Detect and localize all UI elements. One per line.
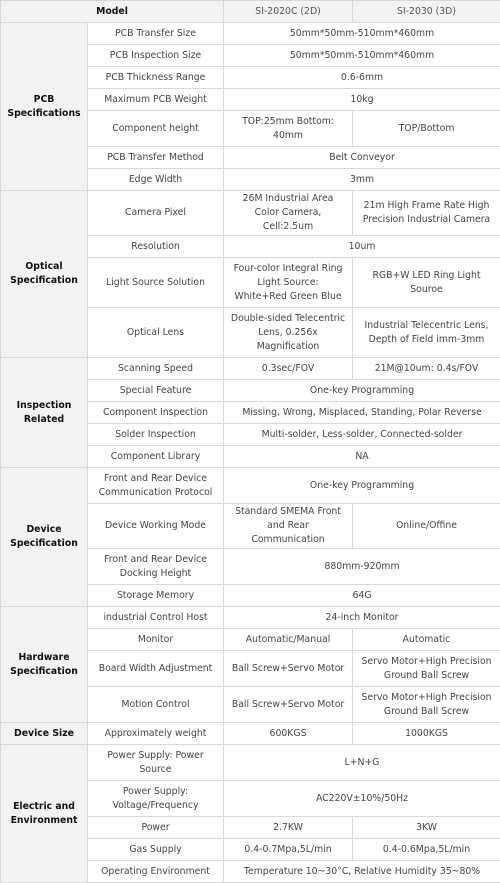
spec-value-si-2030: 21M@10um: 0.4s/FOV	[353, 358, 500, 380]
param-label: PCB Inspection Size	[88, 45, 224, 67]
spec-value-si-2030: TOP/Bottom	[353, 111, 500, 147]
spec-value: Missing, Wrong, Misplaced, Standing, Polar Reverse	[224, 402, 500, 424]
table-row	[1, 745, 500, 781]
param-label: Front and Rear Device Communication Protocol	[88, 468, 224, 504]
spec-value-si-2020c: Ball Screw+Servo Motor	[224, 687, 353, 723]
spec-value: 64G	[224, 585, 500, 607]
spec-value: Temperature 10~30°C, Relative Humidity 35~80%	[224, 861, 500, 883]
spec-value: 24-inch Monitor	[224, 607, 500, 629]
param-label: Edge Width	[88, 169, 224, 191]
param-label: Monitor	[88, 629, 224, 651]
spec-value: 50mm*50mm-510mm*460mm	[224, 23, 500, 45]
param-label: Maximum PCB Weight	[88, 89, 224, 111]
param-label: PCB Thickness Range	[88, 67, 224, 89]
model-col-si-2030: SI-2030 (3D)	[353, 1, 500, 23]
param-label: Special Feature	[88, 380, 224, 402]
category-pcb-specifications: PCB Specifications	[1, 23, 88, 191]
spec-value: Multi-solder, Less-solder, Connected-solder	[224, 424, 500, 446]
spec-value: One-key Programming	[224, 380, 500, 402]
spec-value: 3mm	[224, 169, 500, 191]
spec-value-si-2020c: 600KGS	[224, 723, 353, 745]
spec-value: 50mm*50mm-510mm*460mm	[224, 45, 500, 67]
spec-value-si-2020c: TOP:25mm Bottom: 40mm	[224, 111, 353, 147]
param-label: Approximately weight	[88, 723, 224, 745]
model-header: Model	[1, 1, 224, 23]
spec-value-si-2030: 0.4-0.6Mpa,5L/min	[353, 839, 500, 861]
category-hardware-specification: Hardware Specification	[1, 607, 88, 723]
spec-value-si-2020c: Automatic/Manual	[224, 629, 353, 651]
category-inspection-related: Inspection Related	[1, 358, 88, 468]
param-label: Light Source Solution	[88, 258, 224, 308]
param-label: Front and Rear Device Docking Height	[88, 549, 224, 585]
table-header-row	[1, 1, 500, 23]
spec-value-si-2020c: 26M Industrial Area Color Camera, Cell:2.5um	[224, 191, 353, 236]
spec-value-si-2020c: Standard SMEMA Front and Rear Communication	[224, 504, 353, 549]
param-label: Board Width Adjustment	[88, 651, 224, 687]
param-label: PCB Transfer Size	[88, 23, 224, 45]
table-row	[1, 23, 500, 45]
spec-value-si-2030: 3KW	[353, 817, 500, 839]
spec-value: Belt Conveyor	[224, 147, 500, 169]
spec-value: 10kg	[224, 89, 500, 111]
table-row	[1, 607, 500, 629]
param-label: Power Supply: Power Source	[88, 745, 224, 781]
param-label: Operating Environment	[88, 861, 224, 883]
spec-value: 10um	[224, 236, 500, 258]
param-label: industrial Control Host	[88, 607, 224, 629]
param-label: Solder Inspection	[88, 424, 224, 446]
param-label: Optical Lens	[88, 308, 224, 358]
spec-value-si-2020c: Four-color Integral Ring Light Source: White+Red Green Blue	[224, 258, 353, 308]
spec-value-si-2020c: 2.7KW	[224, 817, 353, 839]
category-device-specification: Device Specification	[1, 468, 88, 607]
spec-value: L+N+G	[224, 745, 500, 781]
spec-value-si-2030: Industrial Telecentric Lens, Depth of Field imm-3mm	[353, 308, 500, 358]
table-row	[1, 191, 500, 236]
spec-value-si-2030: 21m High Frame Rate High Precision Industrial Camera	[353, 191, 500, 236]
category-device-size: Device Size	[1, 723, 88, 745]
param-label: Component height	[88, 111, 224, 147]
spec-value-si-2030: RGB+W LED Ring Light Souroe	[353, 258, 500, 308]
table-row	[1, 358, 500, 380]
param-label: Component Inspection	[88, 402, 224, 424]
spec-value: NA	[224, 446, 500, 468]
spec-value-si-2030: Servo Motor+High Precision Ground Ball Screw	[353, 651, 500, 687]
param-label: Motion Control	[88, 687, 224, 723]
spec-value-si-2020c: Double-sided Telecentric Lens, 0.256x Magnification	[224, 308, 353, 358]
param-label: Resolution	[88, 236, 224, 258]
category-optical-specification: Optical Specification	[1, 191, 88, 358]
param-label: Gas Supply	[88, 839, 224, 861]
spec-value-si-2020c: 0.4-0.7Mpa,5L/min	[224, 839, 353, 861]
param-label: Power	[88, 817, 224, 839]
table-row	[1, 723, 500, 745]
param-label: Component Library	[88, 446, 224, 468]
spec-value-si-2030: Servo Motor+High Precision Ground Ball Screw	[353, 687, 500, 723]
param-label: Camera Pixel	[88, 191, 224, 236]
model-col-si-2020c: SI-2020C (2D)	[224, 1, 353, 23]
param-label: Scanning Speed	[88, 358, 224, 380]
param-label: PCB Transfer Method	[88, 147, 224, 169]
spec-value-si-2030: 1000KGS	[353, 723, 500, 745]
spec-value: One-key Programming	[224, 468, 500, 504]
param-label: Device Working Mode	[88, 504, 224, 549]
spec-value: 880mm-920mm	[224, 549, 500, 585]
param-label: Power Supply: Voltage/Frequency	[88, 781, 224, 817]
table-row	[1, 468, 500, 504]
spec-value: AC220V±10%/50Hz	[224, 781, 500, 817]
category-electric-and-environment: Electric and Environment	[1, 745, 88, 883]
param-label: Storage Memory	[88, 585, 224, 607]
spec-value: 0.6-6mm	[224, 67, 500, 89]
spec-value-si-2030: Online/Offine	[353, 504, 500, 549]
spec-value-si-2020c: Ball Screw+Servo Motor	[224, 651, 353, 687]
spec-value-si-2020c: 0.3sec/FOV	[224, 358, 353, 380]
spec-value-si-2030: Automatic	[353, 629, 500, 651]
